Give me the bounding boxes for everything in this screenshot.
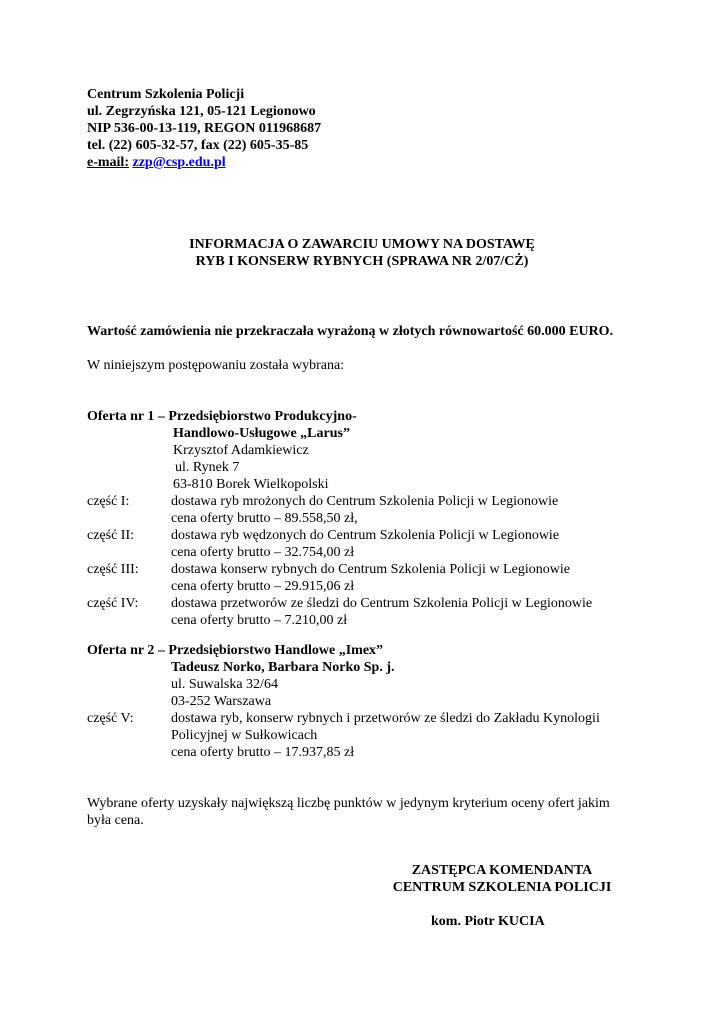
part-label: część V: — [87, 711, 134, 726]
part-price: cena oferty brutto – 89.558,50 zł, — [171, 511, 358, 526]
offer-1-city: 63-810 Borek Wielkopolski — [173, 477, 329, 492]
offer-1-owner: Krzysztof Adamkiewicz — [173, 443, 309, 458]
org-nip-regon: NIP 536-00-13-119, REGON 011968687 — [87, 121, 322, 136]
part-description: dostawa ryb mrożonych do Centrum Szkolenia Policji w Legionowie — [171, 494, 559, 509]
part-price: cena oferty brutto – 7.210,00 zł — [171, 613, 348, 628]
part-description: dostawa przetworów ze śledzi do Centrum Szkolenia Policji w Legionowie — [171, 596, 593, 611]
offer-2-city: 03-252 Warszawa — [171, 694, 272, 709]
part-price: cena oferty brutto – 32.754,00 zł — [171, 545, 355, 560]
signature-title: ZASTĘPCA KOMENDANTA — [411, 863, 593, 878]
offer-1-company: Handlowo-Usługowe „Larus” — [173, 426, 350, 441]
part-label: część IV: — [87, 596, 139, 611]
part-description-cont: Policyjnej w Sułkowicach — [171, 728, 318, 743]
part-label: część II: — [87, 528, 135, 543]
value-statement: Wartość zamówienia nie przekraczała wyrażoną w złotych równowartość 60.000 EURO. — [87, 324, 614, 339]
offer-1-street: ul. Rynek 7 — [175, 460, 240, 475]
part-label: część I: — [87, 494, 130, 509]
email-link[interactable]: zzp@csp.edu.pl — [132, 155, 226, 170]
part-description: dostawa ryb wędzonych do Centrum Szkolenia Policji w Legionowie — [171, 528, 560, 543]
org-name: Centrum Szkolenia Policji — [87, 87, 245, 102]
signature-name: kom. Piotr KUCIA — [431, 914, 545, 929]
intro-text: W niniejszym postępowaniu została wybrana: — [87, 358, 345, 373]
offer-2-street: ul. Suwalska 32/64 — [171, 677, 278, 692]
conclusion-line-1: Wybrane oferty uzyskały największą liczbę punktów w jedynym kryterium oceny ofert jakim — [87, 796, 610, 811]
offer-2-owners: Tadeusz Norko, Barbara Norko Sp. j. — [171, 660, 395, 675]
title-line-2: RYB I KONSERW RYBNYCH (SPRAWA NR 2/07/CŻ) — [195, 254, 529, 269]
part-price: cena oferty brutto – 17.937,85 zł — [171, 745, 355, 760]
email-label: e-mail: — [87, 155, 129, 170]
org-email-line — [87, 154, 226, 171]
part-label: część III: — [87, 562, 139, 577]
conclusion-line-2: była cena. — [87, 813, 144, 828]
offer-2-label: Oferta nr 2 – Przedsiębiorstwo Handlowe „Imex” — [87, 643, 384, 658]
part-price: cena oferty brutto – 29.915,06 zł — [171, 579, 355, 594]
offer-1-label: Oferta nr 1 – Przedsiębiorstwo Produkcyjno- — [87, 409, 357, 424]
org-phone-fax: tel. (22) 605-32-57, fax (22) 605-35-85 — [87, 138, 309, 153]
part-description: dostawa konserw rybnych do Centrum Szkolenia Policji w Legionowie — [171, 562, 570, 577]
part-description: dostawa ryb, konserw rybnych i przetworów ze śledzi do Zakładu Kynologii — [171, 711, 600, 726]
org-address: ul. Zegrzyńska 121, 05-121 Legionowo — [87, 104, 316, 119]
signature-organization: CENTRUM SZKOLENIA POLICJI — [392, 880, 612, 895]
title-line-1: INFORMACJA O ZAWARCIU UMOWY NA DOSTAWĘ — [189, 237, 535, 252]
